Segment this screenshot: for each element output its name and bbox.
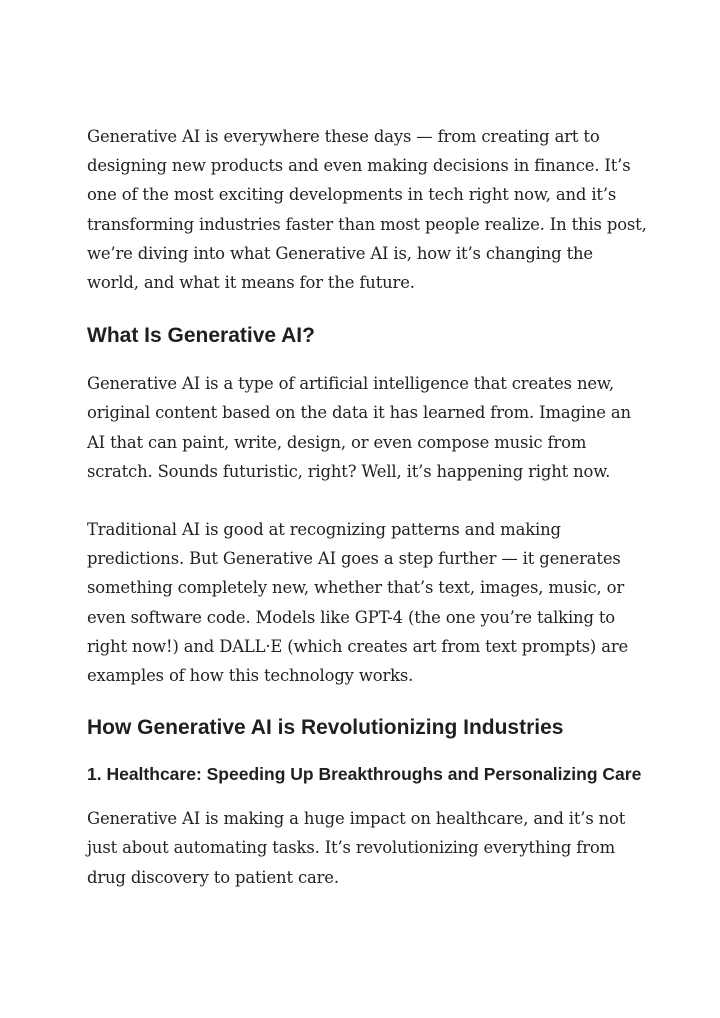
section-heading-what-is-generative-ai: What Is Generative AI? (87, 324, 315, 348)
healthcare-paragraph: Generative AI is making a huge impact on healthcare, and it’s not just about automating tasks. It’s revolutionizing everything from drug discovery to patient care. (87, 809, 626, 887)
intro-paragraph: Generative AI is everywhere these days — from creating art to designing new products and even making decisions in finance. It’s one of the most exciting developments in tech right now, and it’s transforming industries faster than most people realize. In this post, we’re diving into what Generative AI is, how it’s changing the world, and what it means for the future. (87, 127, 647, 293)
subsection-heading-healthcare: 1. Healthcare: Speeding Up Breakthroughs and Personalizing Care (87, 764, 642, 785)
section1-paragraph-1: Generative AI is a type of artificial intelligence that creates new, original content based on the data it has learned from. Imagine an AI that can paint, write, design, or even compose music from scratch. Sounds futuristic, right? Well, it’s happening right now. (87, 374, 631, 481)
section1-paragraph-2: Traditional AI is good at recognizing patterns and making predictions. But Generative AI goes a step further — it generates something completely new, whether that’s text, images, music, or even software code. Models like GPT-4 (the one you’re talking to right now!) and DALL·E (which creates art from text prompts) are examples of how this technology works. (87, 520, 629, 686)
article-body (87, 122, 647, 892)
section-heading-revolutionizing-industries: How Generative AI is Revolutionizing Industries (87, 716, 564, 740)
